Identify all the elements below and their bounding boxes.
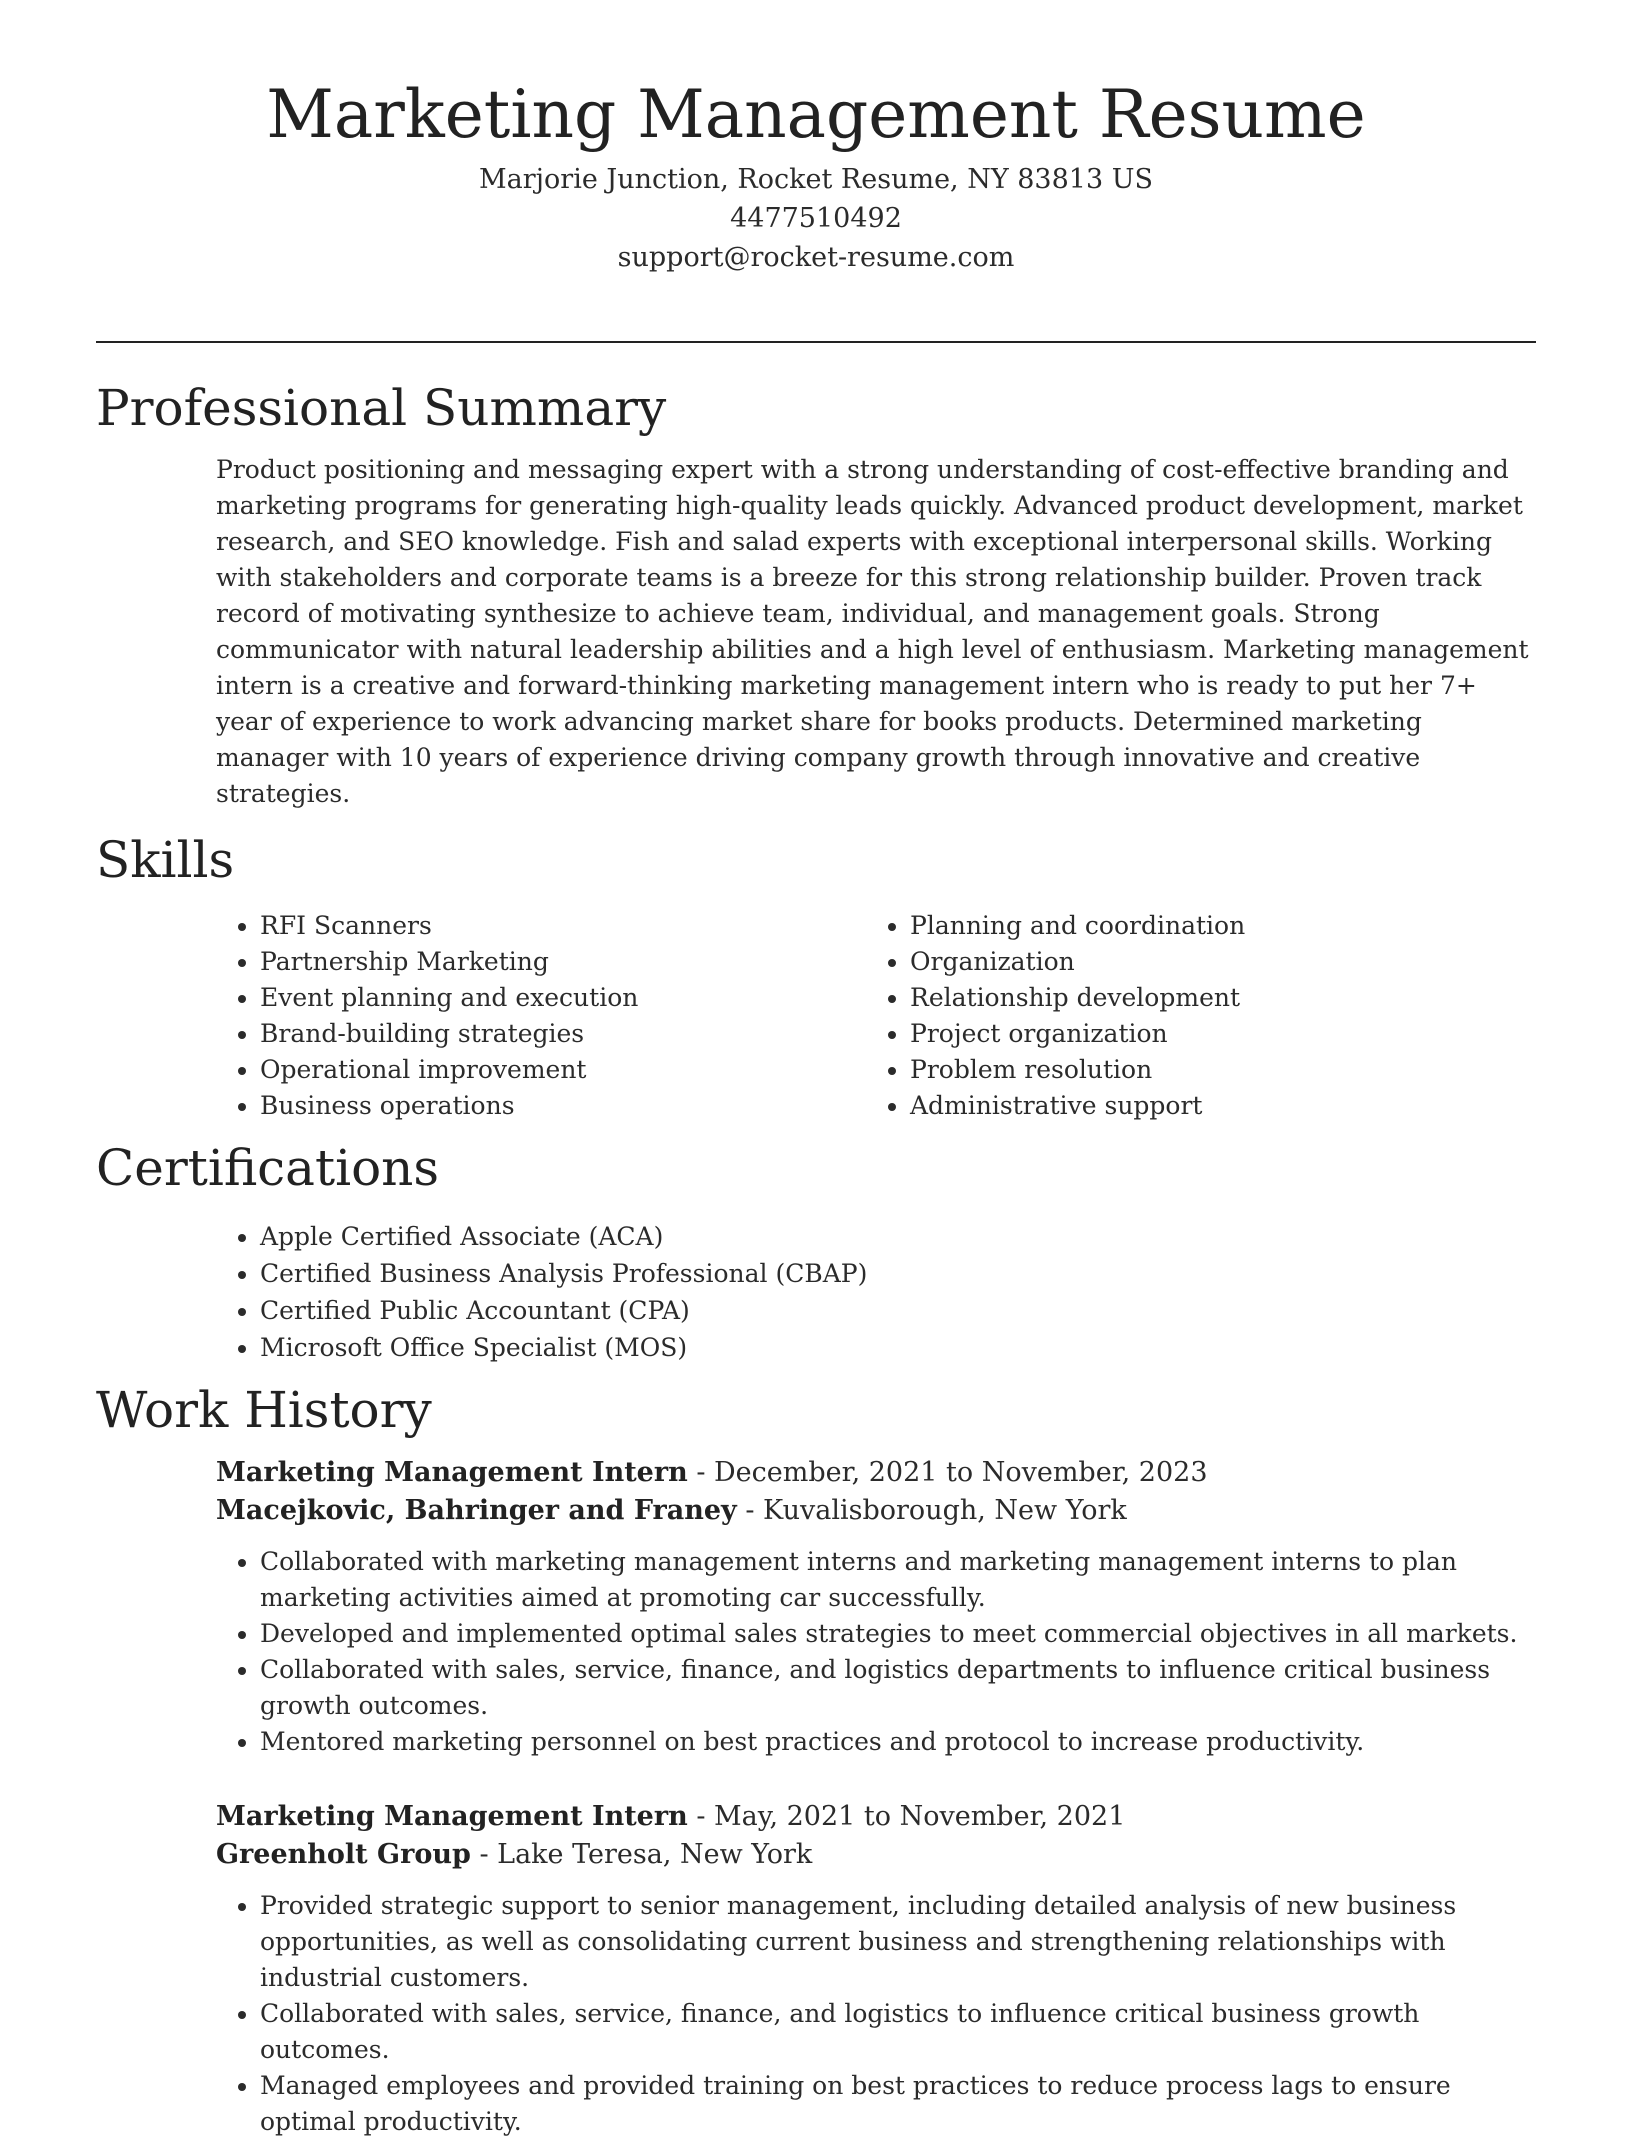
summary-text: Product positioning and messaging expert with a strong understanding of cost-effective branding and marketing programs for generating high-quality leads quickly. Advanced product development, market research, and SEO knowledge. Fish and salad experts with exceptional interpersonal skills. Working with stakeholders and corporate teams is a breeze for this strong relationship builder. Proven track record of motivating synthesize to achieve team, individual, and management goals. Strong communicator with natural leadership abilities and a high level of enthusiasm. Marketing management intern is a creative and forward-thinking marketing management intern who is ready to put her 7+ year of experience to work advancing market share for books products. Determined marketing manager with 10 years of experience driving company growth through innovative and creative strategies. bbox=[216, 455, 1529, 808]
work-history-section bbox=[96, 1380, 1536, 2140]
certifications-list bbox=[216, 1218, 1536, 1366]
job-bullet: • Managed employees and provided training on best practices to reduce process lags to ensure optimal productivity. bbox=[260, 2068, 1536, 2140]
certification-item: • Apple Certified Associate (ACA) bbox=[260, 1218, 1536, 1255]
job-bullet: • Developed and implemented optimal sales strategies to meet commercial objectives in all markets. bbox=[260, 1616, 1536, 1652]
job-title: Marketing Management Intern bbox=[216, 1801, 688, 1832]
skill-item: • Problem resolution bbox=[910, 1052, 1516, 1088]
contact-address: Marjorie Junction, Rocket Resume, NY 83813 US bbox=[479, 163, 1153, 195]
summary-section bbox=[96, 378, 1536, 812]
header-divider bbox=[96, 341, 1536, 343]
skills-list-left bbox=[216, 908, 866, 1124]
skill-item: • Relationship development bbox=[910, 980, 1516, 1016]
certifications-heading: Certifications bbox=[96, 1139, 440, 1197]
job-company: Macejkovic, Bahringer and Franey bbox=[216, 1495, 737, 1526]
skill-item: • Project organization bbox=[910, 1016, 1516, 1052]
job-bullet: • Mentored marketing personnel on best practices and protocol to increase productivity. bbox=[260, 1724, 1536, 1760]
job-spacer bbox=[96, 1760, 1536, 1798]
job-location: Lake Teresa, New York bbox=[497, 1839, 813, 1870]
skills-section bbox=[96, 830, 1536, 1124]
skill-item: • Administrative support bbox=[910, 1088, 1516, 1124]
contact-email: support@rocket-resume.com bbox=[617, 241, 1015, 273]
resume-body bbox=[96, 378, 1536, 2140]
job-bullet-list bbox=[216, 1544, 1536, 1760]
skill-item: • Operational improvement bbox=[260, 1052, 866, 1088]
skills-heading: Skills bbox=[96, 831, 235, 889]
job-bullet: • Provided strategic support to senior management, including detailed analysis of new business opportunities, as well as consolidating current business and strengthening relationships with industrial customers. bbox=[260, 1888, 1536, 1996]
job-bullet: • Collaborated with sales, service, finance, and logistics departments to influence critical business growth outcomes. bbox=[260, 1652, 1536, 1724]
job-company: Greenholt Group bbox=[216, 1839, 471, 1870]
resume-header bbox=[0, 78, 1632, 277]
skill-item: • Business operations bbox=[260, 1088, 866, 1124]
job-location: Kuvalisborough, New York bbox=[763, 1495, 1127, 1526]
certification-item: • Certified Business Analysis Professional (CBAP) bbox=[260, 1255, 1536, 1292]
job-title-line: Marketing Management Intern - May, 2021 to November, 2021 bbox=[216, 1801, 1126, 1832]
summary-heading: Professional Summary bbox=[96, 379, 667, 437]
certifications-list-wrap bbox=[216, 1218, 1536, 1366]
job-bullet: • Collaborated with sales, service, finance, and logistics to influence critical business growth outcomes. bbox=[260, 1996, 1536, 2068]
job-entry bbox=[216, 1798, 1536, 2140]
certification-item: • Certified Public Accountant (CPA) bbox=[260, 1292, 1536, 1329]
skill-item: • RFI Scanners bbox=[260, 908, 866, 944]
contact-info bbox=[0, 160, 1632, 277]
job-dates: December, 2021 to November, 2023 bbox=[714, 1457, 1208, 1488]
job-bullets bbox=[216, 1544, 1536, 1760]
skill-item: • Organization bbox=[910, 944, 1516, 980]
skill-item: • Brand-building strategies bbox=[260, 1016, 866, 1052]
skill-item: • Event planning and execution bbox=[260, 980, 866, 1016]
job-title-line: Marketing Management Intern - December, 2021 to November, 2023 bbox=[216, 1457, 1208, 1488]
job-entry bbox=[216, 1454, 1536, 1760]
skill-item: • Planning and coordination bbox=[910, 908, 1516, 944]
certification-item: • Microsoft Office Specialist (MOS) bbox=[260, 1329, 1536, 1366]
work-history-heading: Work History bbox=[96, 1381, 432, 1439]
job-dates: May, 2021 to November, 2021 bbox=[714, 1801, 1126, 1832]
job-title: Marketing Management Intern bbox=[216, 1457, 688, 1488]
skills-list-right bbox=[866, 908, 1516, 1124]
job-company-line: Greenholt Group - Lake Teresa, New York bbox=[216, 1839, 813, 1870]
skill-item: • Partnership Marketing bbox=[260, 944, 866, 980]
job-bullet-list bbox=[216, 1888, 1536, 2140]
job-company-line: Macejkovic, Bahringer and Franey - Kuvalisborough, New York bbox=[216, 1495, 1127, 1526]
job-bullet: • Collaborated with marketing management interns and marketing management interns to plan marketing activities aimed at promoting car successfully. bbox=[260, 1544, 1536, 1616]
resume-title: Marketing Management Resume bbox=[266, 76, 1366, 153]
certifications-section bbox=[96, 1138, 1536, 1366]
skills-columns bbox=[216, 908, 1536, 1124]
contact-phone: 4477510492 bbox=[730, 202, 902, 234]
job-bullets bbox=[216, 1888, 1536, 2140]
